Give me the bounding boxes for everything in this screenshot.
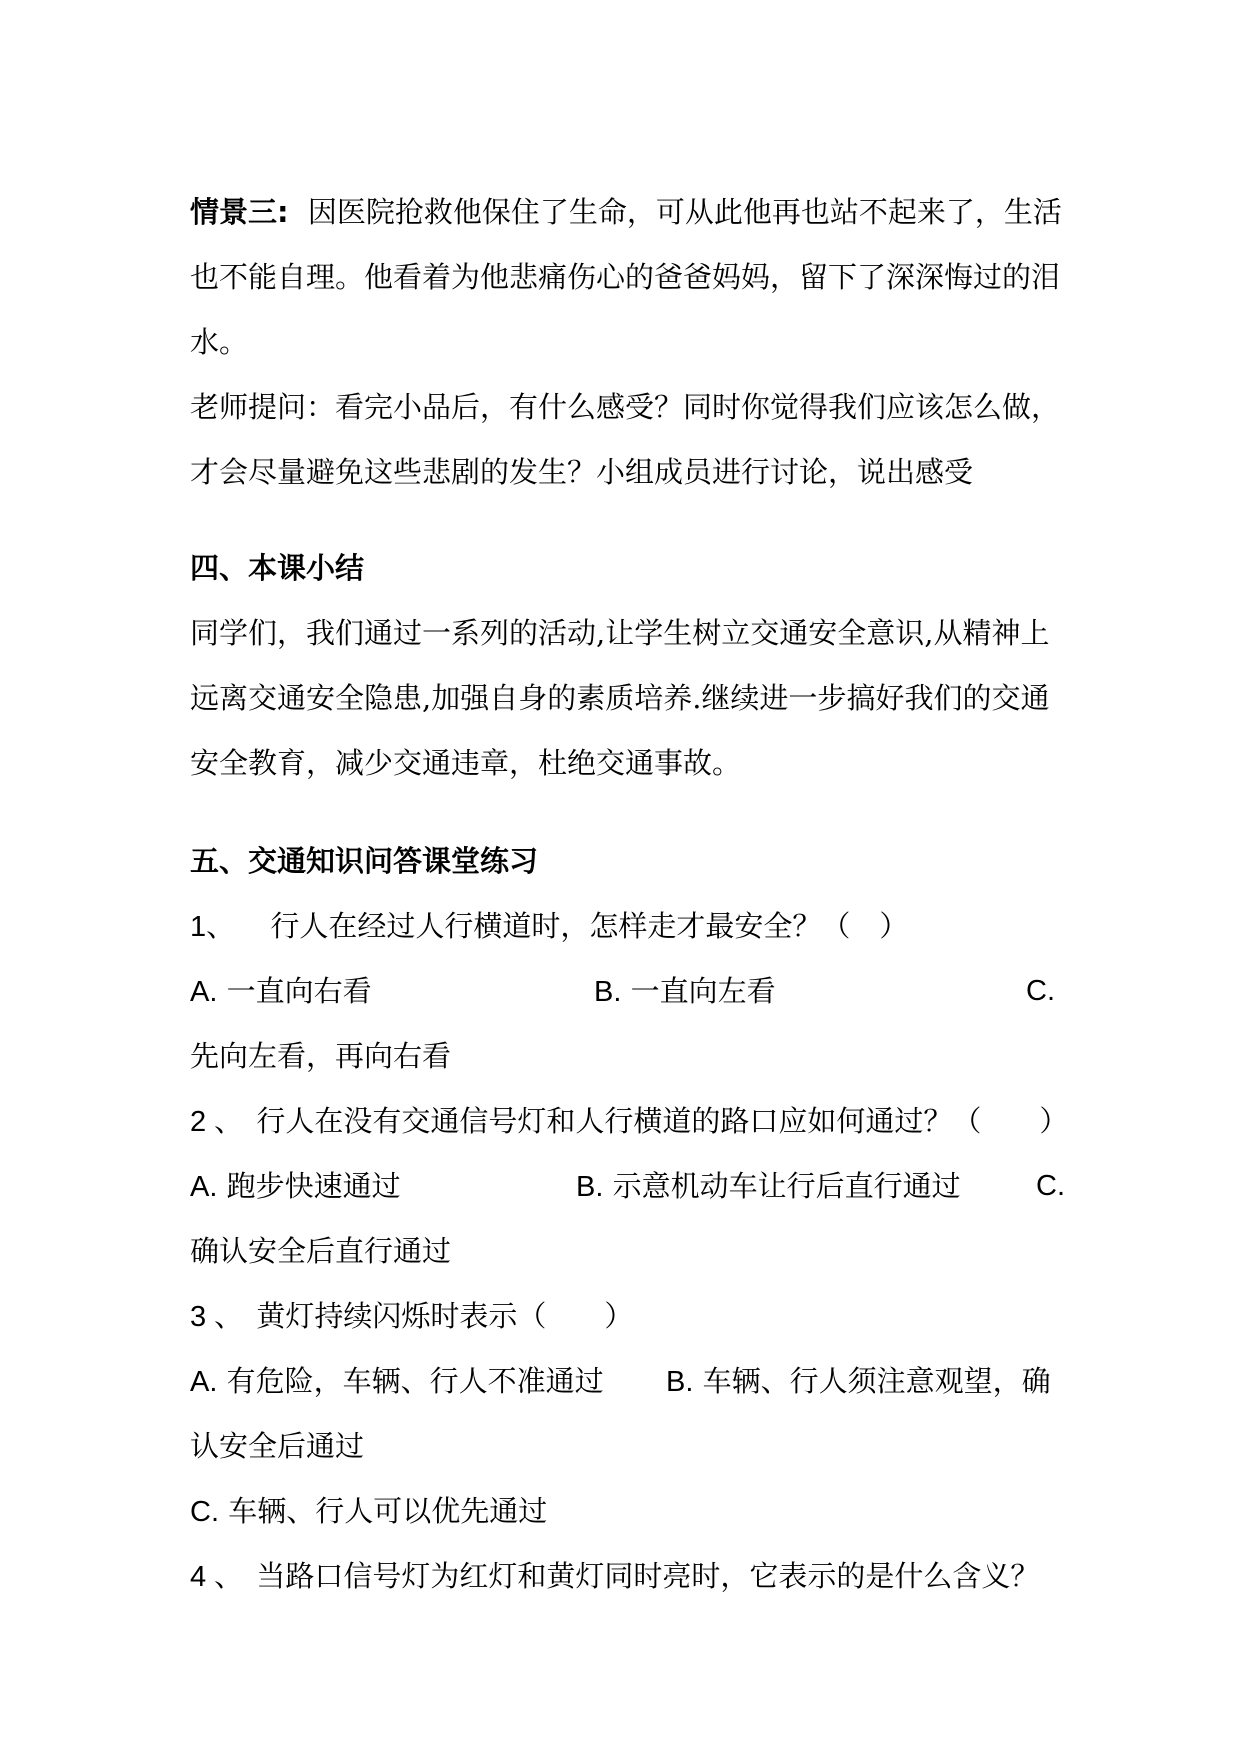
summary-heading: 四、本课小结 bbox=[190, 551, 365, 585]
q1-option-c-letter: C. bbox=[1026, 975, 1055, 1007]
teacher-question-line-2: 才会尽量避免这些悲剧的发生？小组成员进行讨论，说出感受 bbox=[190, 455, 974, 489]
q1-option-c-text: 先向左看，再向右看 bbox=[190, 1039, 452, 1073]
teacher-question-line-1: 老师提问：看完小品后，有什么感受？同时你觉得我们应该怎么做， bbox=[190, 390, 1061, 424]
q3-option-b bbox=[666, 1349, 1051, 1415]
scene3-line-2: 也不能自理。他看着为他悲痛伤心的爸爸妈妈，留下了深深悔过的泪 bbox=[190, 260, 1061, 294]
q3-question bbox=[190, 1284, 1055, 1349]
scene3-line-3: 水。 bbox=[190, 325, 249, 359]
q2-option-a bbox=[190, 1154, 401, 1220]
q1-question bbox=[190, 894, 1055, 959]
scene3-text: 因医院抢救他保住了生命，可从此他再也站不起来了，生活 bbox=[307, 195, 1062, 229]
q4-number: 4 、 bbox=[190, 1561, 244, 1593]
q2-option-b bbox=[576, 1154, 961, 1220]
q2-option-c-letter: C. bbox=[1036, 1170, 1065, 1202]
q3-option-b-text: 车辆、行人须注意观望，确 bbox=[702, 1364, 1051, 1398]
q1-option-a-letter: A. bbox=[190, 976, 218, 1008]
q2-option-a-letter: A. bbox=[190, 1171, 218, 1203]
q1-option-a-text: 一直向右看 bbox=[226, 974, 372, 1008]
q3-options bbox=[190, 1349, 1055, 1414]
q1-option-b bbox=[594, 959, 776, 1025]
summary-line-1: 同学们，我们通过一系列的活动,让学生树立交通安全意识,从精神上 bbox=[190, 616, 1050, 650]
q1-text: 行人在经过人行横道时，怎样走才最安全？（ ） bbox=[270, 909, 909, 943]
q2-option-a-text: 跑步快速通过 bbox=[226, 1169, 401, 1203]
q3-option-c bbox=[190, 1479, 1055, 1544]
quiz-heading: 五、交通知识问答课堂练习 bbox=[190, 844, 539, 878]
q1-option-a bbox=[190, 959, 372, 1025]
q2-text: 行人在没有交通信号灯和人行横道的路口应如何通过？（ ） bbox=[256, 1104, 1069, 1138]
q3-option-c-text: 车辆、行人可以优先通过 bbox=[228, 1494, 548, 1528]
scene3-label: 情景三: bbox=[190, 195, 289, 229]
q3-option-a-letter: A. bbox=[190, 1366, 218, 1398]
q2-options bbox=[190, 1154, 1065, 1219]
q2-option-b-letter: B. bbox=[576, 1171, 604, 1203]
q3-option-b-letter: B. bbox=[666, 1366, 694, 1398]
q1-options bbox=[190, 959, 1055, 1024]
q3-option-b-continued: 认安全后通过 bbox=[190, 1429, 365, 1463]
q1-option-b-text: 一直向左看 bbox=[630, 974, 776, 1008]
q3-text: 黄灯持续闪烁时表示（ ） bbox=[256, 1299, 634, 1333]
q1-option-b-letter: B. bbox=[594, 976, 622, 1008]
q4-question bbox=[190, 1544, 1055, 1609]
q2-question bbox=[190, 1089, 1069, 1154]
scene3-line-1 bbox=[190, 180, 1062, 245]
q2-option-b-text: 示意机动车让行后直行通过 bbox=[612, 1169, 961, 1203]
q3-option-a-text: 有危险，车辆、行人不准通过 bbox=[226, 1364, 604, 1398]
summary-line-2: 远离交通安全隐患,加强自身的素质培养.继续进一步搞好我们的交通 bbox=[190, 681, 1050, 715]
q3-option-a bbox=[190, 1349, 604, 1415]
q3-option-c-letter: C. bbox=[190, 1496, 219, 1528]
q4-text: 当路口信号灯为红灯和黄灯同时亮时，它表示的是什么含义？ bbox=[256, 1559, 1040, 1593]
q2-number: 2 、 bbox=[190, 1106, 244, 1138]
q1-number: 1、 bbox=[190, 911, 236, 943]
q3-number: 3 、 bbox=[190, 1301, 244, 1333]
q2-option-c-text: 确认安全后直行通过 bbox=[190, 1234, 452, 1268]
summary-line-3: 安全教育，减少交通违章，杜绝交通事故。 bbox=[190, 746, 742, 780]
